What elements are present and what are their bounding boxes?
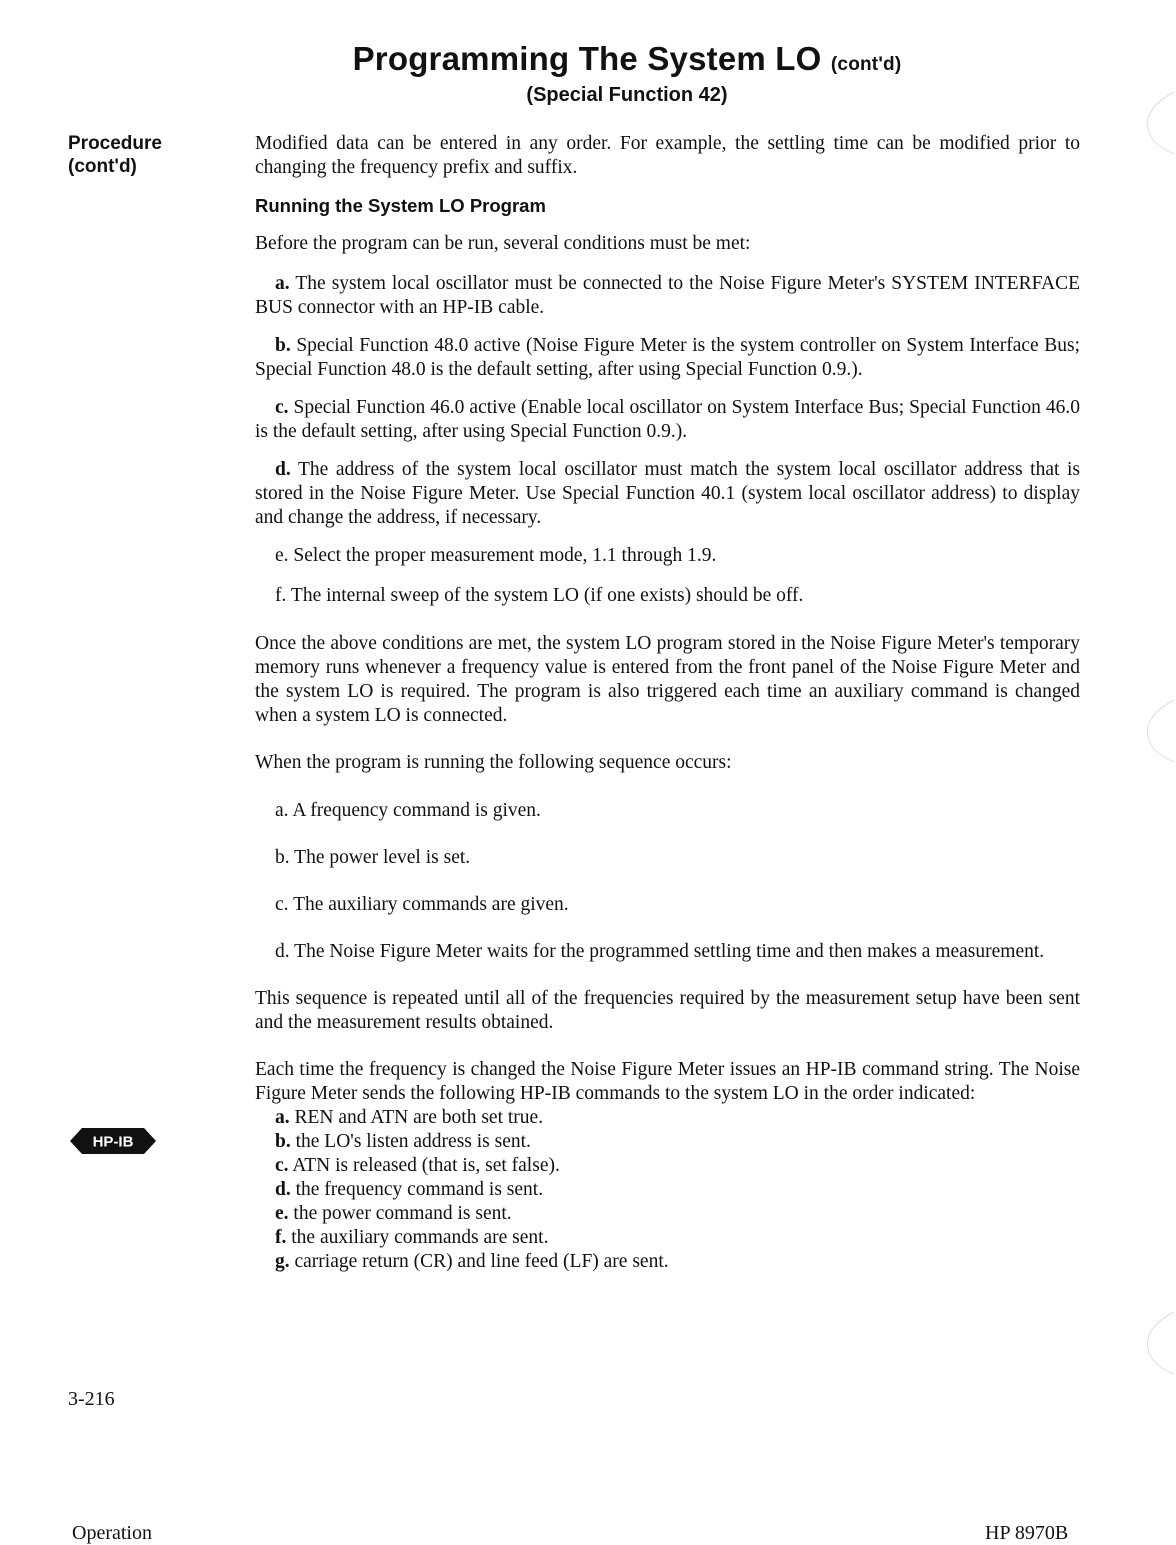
sequence-item: d. The Noise Figure Meter waits for the programmed settling time and then makes a measurement. [275, 941, 1045, 962]
body-text [255, 132, 1080, 1274]
once-paragraph: Once the above conditions are met, the system LO program stored in the Noise Figure Meter's temporary memory runs whenever a frequency value is entered from the front panel of the Noise Figure Meter and the system LO is required. The program is also triggered each time an auxiliary command is changed when a system LO is connected. [255, 633, 1080, 726]
sequence-item: a. A frequency command is given. [275, 800, 541, 821]
list-item: e. the power command is sent. [275, 1203, 512, 1224]
hpib-badge-icon [70, 1128, 156, 1154]
hpib-command-list [255, 1106, 1080, 1274]
list-item: b. the LO's listen address is sent. [275, 1131, 531, 1152]
condition-item: b. Special Function 48.0 active (Noise Figure Meter is the system controller on System Interface Bus; Special Function 48.0 is the default setting, after using Special Function 0.9.). [255, 335, 1080, 380]
punch-hole-mark [1140, 696, 1176, 766]
condition-item: d. The address of the system local oscillator must match the system local oscillator address that is stored in the Noise Figure Meter. Use Special Function 40.1 (system local oscillator address) to display and change the address, if necessary. [255, 459, 1080, 528]
sequence-item: b. The power level is set. [275, 847, 471, 868]
sidebar-label: Procedure (cont'd) [68, 133, 162, 177]
list-item: g. carriage return (CR) and line feed (LF) are sent. [275, 1251, 669, 1272]
list-item: a. REN and ATN are both set true. [275, 1107, 544, 1128]
section-heading: Running the System LO Program [255, 195, 546, 216]
conditions-intro: Before the program can be run, several conditions must be met: [255, 233, 751, 254]
condition-item: c. Special Function 46.0 active (Enable local oscillator on System Interface Bus; Special Function 46.0 is the default setting, after using Special Function 0.9.). [255, 397, 1081, 442]
punch-hole-mark [1140, 1308, 1176, 1378]
page-subtitle: (Special Function 42) [526, 84, 728, 106]
list-item: c. ATN is released (that is, set false). [275, 1155, 560, 1176]
footer-model: HP 8970B [985, 1522, 1069, 1544]
condition-item: a. The system local oscillator must be connected to the Noise Figure Meter's SYSTEM INTERFACE BUS connector with an HP-IB cable. [255, 273, 1080, 318]
sequence-item: c. The auxiliary commands are given. [275, 894, 569, 915]
footer-section: Operation [72, 1522, 152, 1544]
list-item: d. the frequency command is sent. [275, 1179, 544, 1200]
condition-item: f. The internal sweep of the system LO (if one exists) should be off. [275, 585, 804, 606]
repeat-paragraph: This sequence is repeated until all of the frequencies required by the measurement setup have been sent and the measurement results obtained. [255, 988, 1080, 1033]
page-title: Programming The System LO (cont'd) [352, 40, 902, 77]
title-contd: (cont'd) [830, 54, 902, 75]
hpib-paragraph: Each time the frequency is changed the Noise Figure Meter issues an HP-IB command string. The Noise Figure Meter sends the following HP-IB commands to the system LO in the order indicated: [255, 1059, 1080, 1104]
page-number: 3-216 [68, 1388, 115, 1410]
hpib-badge-label: HP-IB [92, 1133, 134, 1151]
condition-item: e. Select the proper measurement mode, 1.1 through 1.9. [275, 545, 717, 566]
punch-hole-mark [1140, 88, 1176, 158]
sequence-intro: When the program is running the following sequence occurs: [255, 752, 732, 773]
intro-paragraph: Modified data can be entered in any order. For example, the settling time can be modified prior to changing the frequency prefix and suffix. [255, 133, 1080, 178]
list-item: f. the auxiliary commands are sent. [275, 1227, 549, 1248]
